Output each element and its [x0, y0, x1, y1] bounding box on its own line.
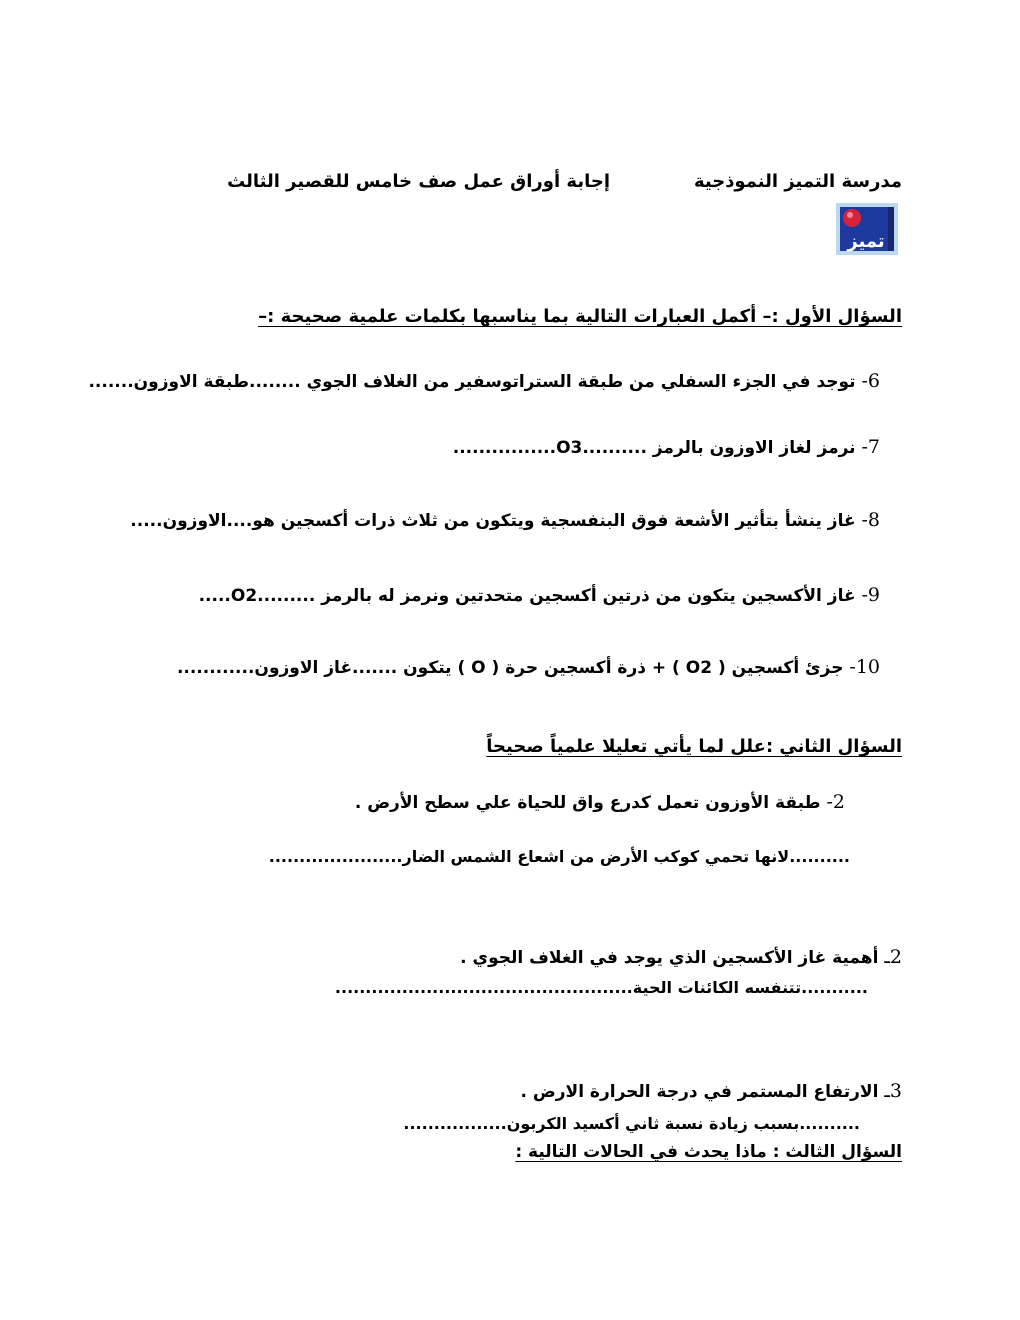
logo-text: تميز: [847, 231, 885, 252]
school-logo: [836, 203, 898, 255]
q1-item-8: [130, 508, 880, 533]
item-text: طبقة الأوزون تعمل كدرع واق للحياة علي سطح الأرض .: [354, 793, 821, 813]
item-number: 7-: [861, 436, 880, 458]
q2-item-2-question: [460, 945, 902, 970]
q2-item-3-question: [521, 1079, 903, 1104]
item-number: 2-: [826, 791, 845, 813]
q1-item-6: [88, 369, 880, 394]
item-number: 6-: [861, 370, 880, 392]
school-name: مدرسة التميز النموذجية: [693, 171, 902, 192]
q2-item-1-question: [355, 790, 845, 815]
q2-heading: السؤال الثاني :علل لما يأتي تعليلا علمياً صحيحاً: [486, 736, 902, 757]
q1-item-7: [453, 435, 880, 460]
q3-heading: السؤال الثالث : ماذا يحدث في الحالات التالية :: [515, 1142, 902, 1162]
item-text: أهمية غاز الأكسجين الذي يوجد في الغلاف الجوي .: [460, 948, 879, 968]
q1-item-10: [177, 655, 880, 680]
item-number: 9-: [861, 584, 880, 606]
item-number: 2ـ: [884, 946, 902, 968]
q1-item-9: [199, 583, 880, 608]
item-text: نرمز لغاز الاوزون بالرمز ..........O3................: [452, 438, 856, 458]
item-text: غاز ينشأ بتأثير الأشعة فوق البنفسجية ويتكون من ثلاث ذرات أكسجين هو....الاوزون.....: [130, 511, 856, 531]
item-text: الارتفاع المستمر في درجة الحرارة الارض .: [520, 1082, 879, 1102]
q2-item-1-answer: ..........لانها تحمي كوكب الأرض من اشعاع الشمس الضار......................: [268, 847, 850, 866]
item-number: 8-: [861, 509, 880, 531]
item-number: 10-: [849, 656, 880, 678]
q1-heading: السؤال الأول :– أكمل العبارات التالية بما يناسبها بكلمات علمية صحيحة :–: [258, 306, 902, 327]
item-number: 3ـ: [884, 1080, 902, 1102]
q2-item-3-answer: ..........بسبب زيادة نسبة ثاني أكسيد الكربون.................: [403, 1114, 860, 1133]
item-text: توجد في الجزء السفلي من طبقة الستراتوسفير من الغلاف الجوي ........طبقة الاوزون.......: [88, 372, 856, 392]
item-text: غاز الأكسجين يتكون من ذرتين أكسجين متحدتين ونرمز له بالرمز .........O2.....: [198, 586, 856, 606]
worksheet-title: إجابة أوراق عمل صف خامس للقصير الثالث: [227, 171, 610, 192]
q2-item-2-answer: ...........تتنفسه الكائنات الحية.................................................: [334, 978, 868, 997]
item-text: جزئ أكسجين ( O2 ) + ذرة أكسجين حرة ( O ) يتكون .......غاز الاوزون............: [176, 658, 844, 678]
